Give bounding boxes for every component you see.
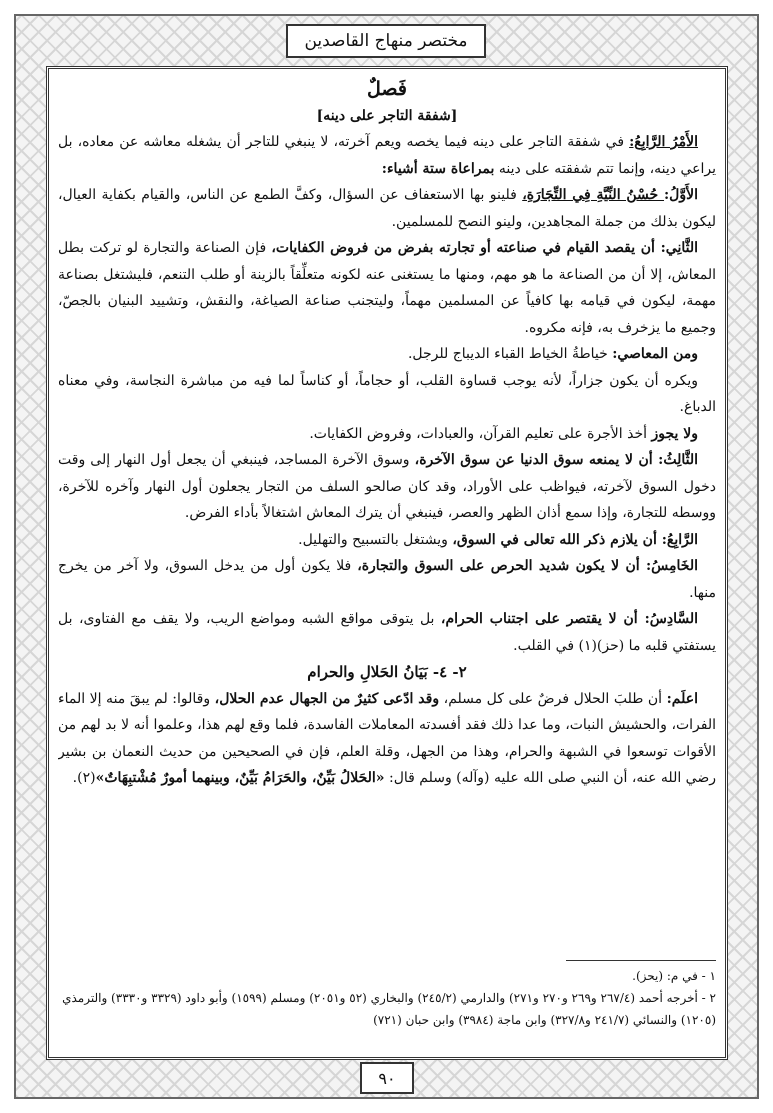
- paragraph-bold: ومن المعاصي:: [612, 346, 698, 362]
- chapter-heading: ٢- ٤- بَيَانُ الحَلالِ والحرام: [307, 663, 467, 681]
- paragraph-bold: أن يقصد القيام في صناعته أو تجارته بفرض من فروض الكفايات،: [271, 240, 661, 256]
- paragraph-lead: الرَّابِعُ:: [661, 531, 698, 548]
- paragraph: [58, 447, 716, 527]
- footnote-ref: (٢).: [72, 770, 96, 786]
- page-number-box: [360, 1062, 414, 1094]
- paragraph-text: وسوق الآخرة المساجد، فينبغي أن يجعل أول النهار إلى وقت دخول السوق لآخرته، فيواظب على الأوراد، وقد كان صالحو السلف من التجار يجعلون أول النهار وآخره للآخرة، ووسطه للتجارة، وإذا سمع أذان الظهر والعصر، فينبغي أن يترك المعاش اشتغالاً بأداء الفرض.: [58, 452, 716, 521]
- footnotes: [58, 960, 716, 1031]
- paragraph-bold: أن يلازم ذكر الله تعالى في السوق،: [452, 531, 662, 548]
- paragraph-bold: ولا يجوز: [651, 425, 698, 442]
- paragraph-bold: أن لا يقتصر على اجتناب الحرام،: [440, 611, 645, 627]
- paragraph: [58, 235, 716, 341]
- paragraph-text: فلا يكون أول من يدخل السوق، ولا آخر من يخرج منها.: [58, 558, 716, 601]
- paragraph: [58, 553, 716, 606]
- paragraph: [58, 341, 716, 368]
- paragraph: [58, 368, 716, 421]
- paragraph-text: في شفقة التاجر على دينه فيما يخصه ويعم آخرته، لا ينبغي للتاجر أن يشغله معاشه عن معاده، بل يراعي دينه، وإنما تتم شفقته على دينه: [58, 134, 716, 177]
- paragraph-lead: السَّادِسُ:: [644, 611, 699, 627]
- paragraph: [58, 129, 716, 182]
- paragraph-bold: أن لا يمنعه سوق الدنيا عن سوق الآخرة،: [414, 452, 659, 468]
- paragraph-lead: الخَامِسُ:: [646, 558, 698, 574]
- paragraph-bold: وقد ادّعى كثيرٌ من الجهال عدم الحلال،: [214, 690, 440, 707]
- paragraph: [58, 421, 716, 448]
- paragraph: [58, 182, 716, 235]
- paragraph-text: أخذ الأجرة على تعليم القرآن، والعبادات، وفروض الكفايات.: [309, 425, 652, 442]
- paragraph-text: وقالوا: لم يبقَ منه إلا الماء الفرات، والحشيش النبات، وما عدا ذلك فقد أفسدته المعاملات الفاسدة، فلما وقع لهم هذا، وعلموا أنه لا بد لهم من الأقوات توسعوا في الشبهة والحرام، وهذا من الجهل، وقلة العلم، فإن في الصحيحين من حديث النعمان بن بشير رضي الله عنه، أن النبي صلى الله عليه (وآله) وسلم قال:: [58, 690, 716, 786]
- paragraph-bold: حُسْنُ النِّيَّةِ فِي التِّجَارَةِ،: [522, 187, 665, 203]
- paragraph-text: ويكره أن يكون جزاراً، لأنه يوجب قساوة القلب، أو حجاماً، أو كناساً لما فيه من مباشرة النجاسة، وفي معناه الدباغ.: [58, 372, 716, 415]
- paragraph-text: فلينو بها الاستعفاف عن السؤال، وكفَّ الطمع عن الناس، والقيام بكفاية العيال، ليكون بذلك من جملة المجاهدين، ولينو النصح للمسلمين.: [58, 187, 716, 230]
- footnote-item: ١ - في م: (يحز).: [632, 969, 716, 983]
- footnote-item: ٢ - أخرجه أحمد (٢٦٧/٤ و٢٦٩ و٢٧٠ و٢٧١) والدارمي (٢٤٥/٢) والبخاري (٥٢ و٢٠٥١) ومسلم (١٥٩٩) وأبو داود (٣٣٢٩ و٣٣٣٠) والترمذي (١٢٠٥) والنسائي (٢٤١/٧ و٣٢٧/٨) وابن ماجة (٣٩٨٤) وابن حبان (٧٢١): [62, 991, 716, 1027]
- page-number: ٩٠: [378, 1068, 396, 1088]
- paragraph-bold: أن لا يكون شديد الحرص على السوق والتجارة،: [357, 558, 647, 574]
- section-subtitle: [شفقة التاجر على دينه]: [316, 107, 458, 124]
- paragraph-lead: اعلَم:: [666, 690, 698, 707]
- book-title: مختصر منهاج القاصدين: [304, 31, 468, 51]
- book-title-header: [286, 24, 486, 58]
- paragraph-text: أن طلبَ الحلال فرضٌ على كل مسلم،: [439, 690, 667, 707]
- paragraph-lead: الأَوَّلُ:: [664, 187, 698, 203]
- page-content: [58, 76, 716, 1050]
- paragraph: [58, 527, 716, 554]
- paragraph-text: ويشتغل بالتسبيح والتهليل.: [298, 531, 453, 548]
- paragraph: [58, 686, 716, 792]
- paragraph-text: فإن الصناعة والتجارة لو تركت بطل المعاش، إلا أن من الصناعة ما هو مهم، ومنها ما يستغنى عنه لكونه متعلِّقاً بالزينة أو طلب التنعم، فليشتغل بصناعة مهمة، ليكون في قيامه بها كافياً عن المسلمين مهماً، وليتجنب صناعة الصياغة، والنقش، وتشييد البنيان بالجصّ، وجميع ما يزخرف به، فإنه مكروه.: [58, 240, 716, 336]
- paragraph-bold: بمراعاة ستة أشياء:: [381, 160, 495, 177]
- paragraph-lead: الثَّانِي:: [660, 240, 698, 256]
- hadith-quote: «الحَلالُ بَيِّنٌ، والحَرَامُ بَيِّنٌ، وبينهما أمورٌ مُشْتبِهَاتٌ»: [95, 770, 385, 786]
- paragraph-text: خياطةُ الخياط القباء الديباج للرجل.: [407, 346, 613, 362]
- paragraph-text: بل يتوقى مواقع الشبه ومواضع الريب، ولا يقف مع الفتاوى، بل يستفتي قلبه ما (حز)(١) في القلب.: [58, 611, 716, 654]
- section-title: فَصلٌ: [367, 78, 407, 100]
- paragraph-lead: الثَّالِثُ:: [658, 452, 698, 468]
- paragraph: [58, 606, 716, 659]
- paragraph-lead: الأَمْرُ الرَّابِعُ:: [629, 134, 698, 150]
- footnote-divider: [566, 960, 716, 961]
